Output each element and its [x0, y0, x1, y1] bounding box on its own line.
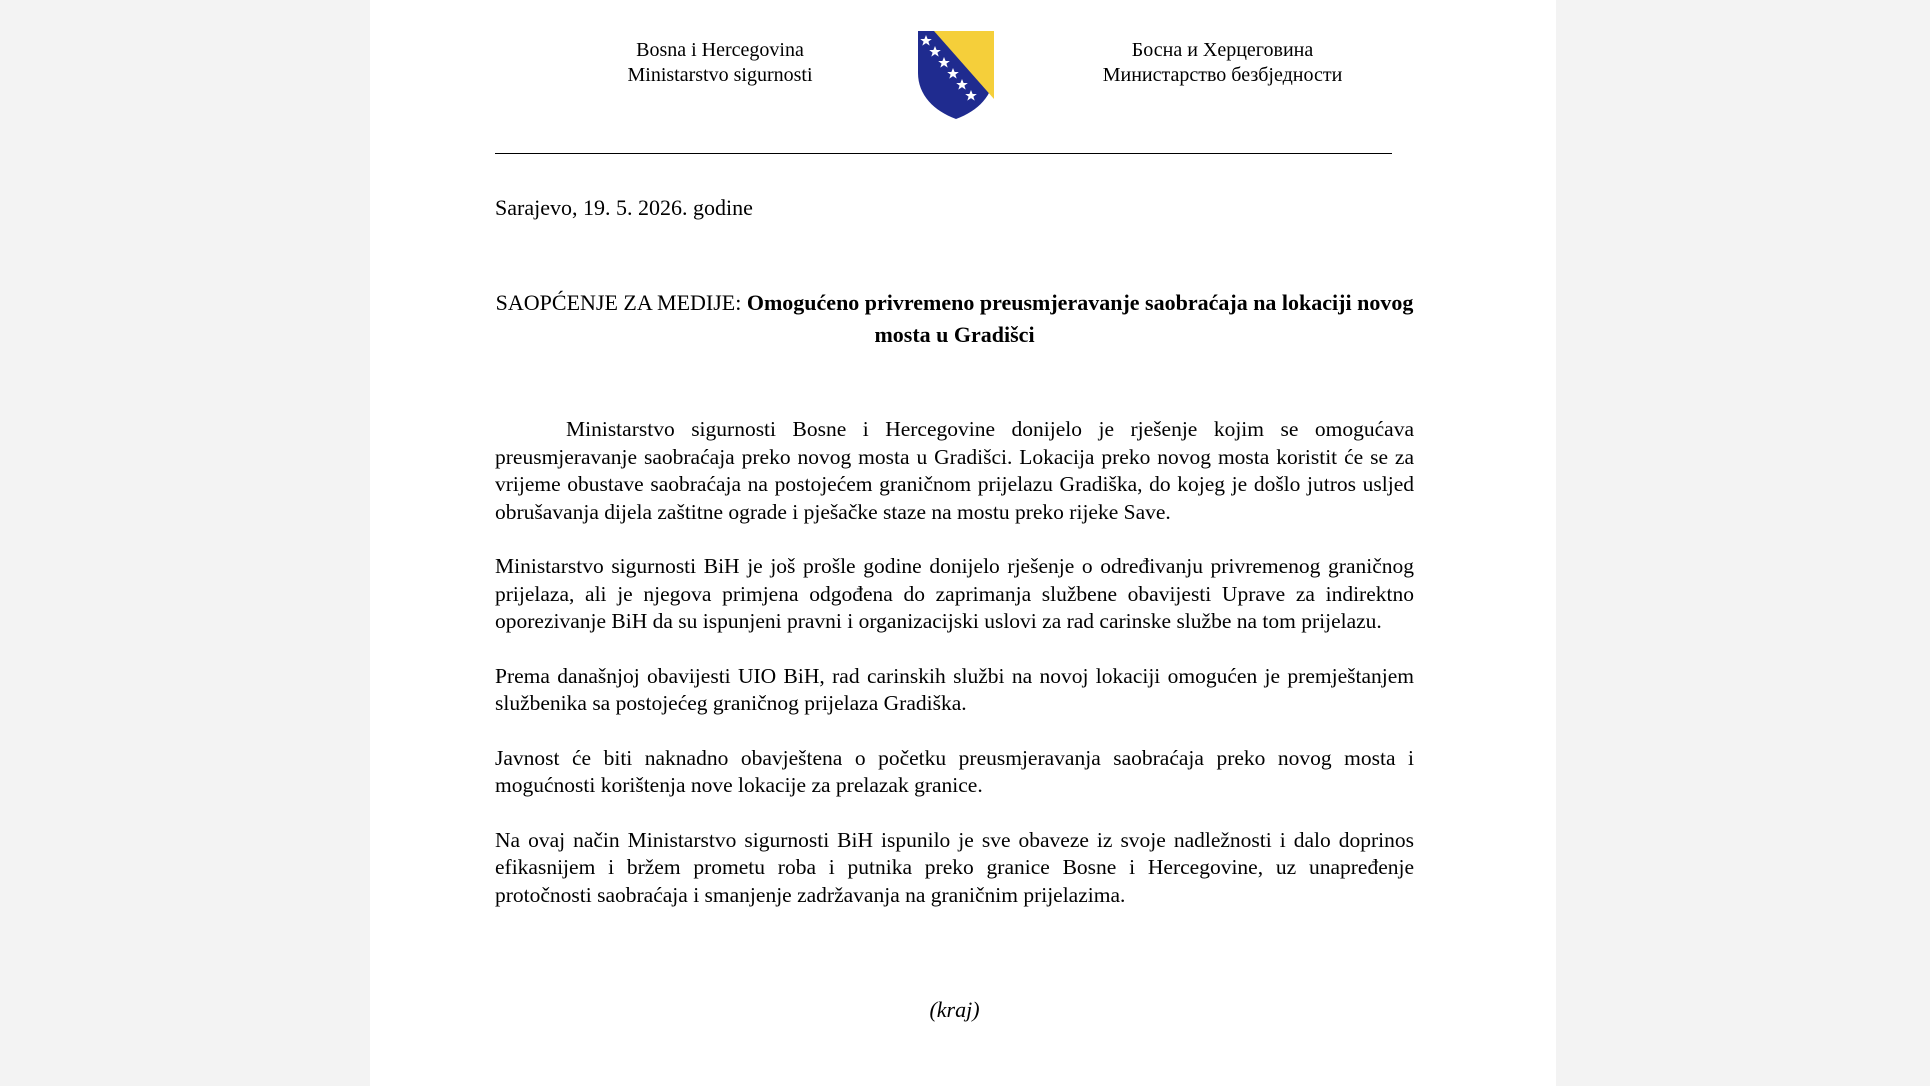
- letterhead-latin: [570, 38, 870, 88]
- header-divider: [495, 153, 1392, 154]
- ministry-name-latin: Ministarstvo sigurnosti: [627, 64, 813, 86]
- press-release-title: [495, 287, 1414, 351]
- paragraph: Ministarstvo sigurnosti BiH je još prošle godine donijelo rješenje o određivanju privremenog graničnog prijelaza, ali je njegova primjena odgođena do zaprimanja službene obavijesti Uprave za indirektno oporezivanje BiH da su ispunjeni pravni i organizacijski uslovi za rad carinske službe na tom prijelazu.: [495, 554, 1414, 633]
- document-page: [370, 0, 1556, 1086]
- document-date: Sarajevo, 19. 5. 2026. godine: [495, 195, 753, 220]
- document-body: [495, 416, 1414, 936]
- paragraph: Prema današnjoj obavijesti UIO BiH, rad carinskih službi na novoj lokaciji omogućen je premještanjem službenika sa postojećeg graničnog prijelaza Gradiška.: [495, 663, 1414, 715]
- paragraph: Ministarstvo sigurnosti Bosne i Hercegovine donijelo je rješenje kojim se omogućava preusmjeravanje saobraćaja preko novog mosta u Gradišci. Lokacija preko novog mosta koristit će se za vrijeme obustave saobraćaja na postojećem graničnom prijelazu Gradiška, do kojeg je došlo jutros usljed obrušavanja dijela zaštitne ograde i pješačke staze na mostu preko rijeke Save.: [495, 417, 1414, 524]
- title-prefix: SAOPĆENJE ZA MEDIJE:: [495, 290, 747, 315]
- paragraph: Na ovaj način Ministarstvo sigurnosti BiH ispunilo je sve obaveze iz svoje nadležnosti i dalo doprinos efikasnijem i bržem prometu roba i putnika preko granice Bosne i Hercegovine, uz unapređenje protočnosti saobraćaja i smanjenje zadržavanja na graničnim prijelazima.: [495, 827, 1414, 907]
- letterhead: [370, 0, 1556, 130]
- country-name-latin: Bosna i Hercegovina: [636, 39, 804, 61]
- paragraph: Javnost će biti naknadno obavještena o početku preusmjeravanja saobraćaja preko novog mosta i mogućnosti korištenja nove lokacije za prelazak granice.: [495, 745, 1414, 797]
- document-end-marker: (kraj): [929, 997, 980, 1022]
- bih-coat-of-arms-icon: [916, 29, 996, 121]
- letterhead-cyrillic: [1055, 38, 1390, 88]
- country-name-cyrillic: Босна и Херцеговина: [1131, 39, 1314, 61]
- ministry-name-cyrillic: Министарство безбједности: [1102, 64, 1343, 86]
- title-headline: Omogućeno privremeno preusmjeravanje saobraćaja na lokaciji novog mosta u Gradišci: [746, 290, 1414, 347]
